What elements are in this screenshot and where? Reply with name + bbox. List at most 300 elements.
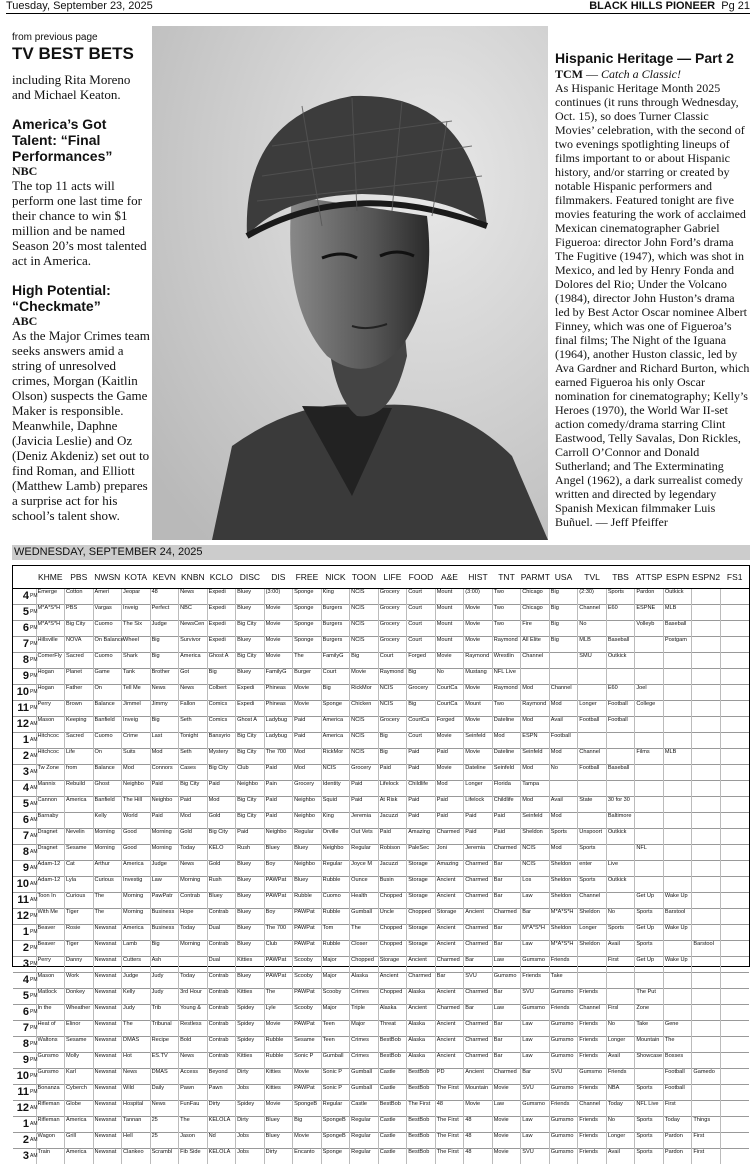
channel-header: FS1 xyxy=(720,566,749,588)
program-cell xyxy=(692,988,721,1004)
program-cell: Ancient xyxy=(435,988,464,1004)
program-cell xyxy=(692,684,721,700)
program-cell: Avail xyxy=(549,796,578,812)
program-cell: With Me xyxy=(36,908,65,924)
program-cell: Beyond xyxy=(207,1068,236,1084)
program-cell xyxy=(692,1084,721,1100)
program-cell: Storage xyxy=(407,876,436,892)
program-cell xyxy=(692,1020,721,1036)
program-cell xyxy=(692,1036,721,1052)
program-cell: Judy xyxy=(150,972,179,988)
grid-row xyxy=(13,1052,749,1068)
time-slot: 2 xyxy=(13,748,30,764)
program-cell: Movie xyxy=(264,636,293,652)
program-cell: PAWPat xyxy=(293,924,322,940)
program-cell: Law xyxy=(521,1020,550,1036)
program-cell: CourtCa xyxy=(407,716,436,732)
program-cell: The Six xyxy=(122,620,151,636)
program-cell xyxy=(720,604,749,620)
grid-row xyxy=(13,588,749,604)
program-cell: Big City xyxy=(236,652,265,668)
program-cell: NCIS xyxy=(350,732,379,748)
ampm-label: PM xyxy=(30,1036,36,1052)
program-cell xyxy=(635,652,664,668)
program-cell: Friends xyxy=(578,1116,607,1132)
program-cell: CourtCa xyxy=(435,700,464,716)
program-cell: Sheldon xyxy=(549,860,578,876)
program-cell: Bonanza xyxy=(36,1084,65,1100)
program-cell: Neighbo xyxy=(264,828,293,844)
program-cell: News xyxy=(150,1100,179,1116)
time-slot: 10 xyxy=(13,684,30,700)
time-slot: 7 xyxy=(13,1020,30,1036)
program-cell: Sacred xyxy=(65,652,94,668)
program-cell: First xyxy=(692,1148,721,1164)
program-cell: Spidey xyxy=(236,1004,265,1020)
program-cell: Charmed xyxy=(464,1020,493,1036)
time-slot: 4 xyxy=(13,780,30,796)
program-cell xyxy=(692,908,721,924)
program-cell: Los xyxy=(521,876,550,892)
program-cell: Boy xyxy=(264,860,293,876)
ampm-label: PM xyxy=(30,1004,36,1020)
program-cell: Expedi xyxy=(236,700,265,716)
program-cell: News xyxy=(179,1052,208,1068)
program-cell: Rubble xyxy=(264,1052,293,1068)
program-cell: Bluey xyxy=(264,1116,293,1132)
program-cell: Burgers xyxy=(321,620,350,636)
program-cell: BestBob xyxy=(407,1084,436,1100)
program-cell: Zone xyxy=(635,1004,664,1020)
program-cell: Movie xyxy=(293,700,322,716)
program-cell: Bluey xyxy=(236,604,265,620)
channel-header: NWSN xyxy=(93,566,122,588)
program-cell: Ancient xyxy=(435,1052,464,1068)
program-cell: M*A*S*H xyxy=(521,924,550,940)
program-cell: Paid xyxy=(207,780,236,796)
program-cell: Friends xyxy=(578,1020,607,1036)
time-slot: 3 xyxy=(13,956,30,972)
program-cell: 25 xyxy=(150,1132,179,1148)
program-cell: MLB xyxy=(663,748,692,764)
header-paper: BLACK HILLS PIONEER xyxy=(589,0,716,12)
program-cell: Two xyxy=(492,604,521,620)
time-slot: 2 xyxy=(13,940,30,956)
program-cell: Kelly xyxy=(122,988,151,1004)
program-cell: On xyxy=(93,684,122,700)
program-cell: Planet xyxy=(65,668,94,684)
program-cell: NewsCen xyxy=(179,620,208,636)
program-cell: Charmed xyxy=(464,924,493,940)
program-cell: The xyxy=(264,988,293,1004)
program-cell: BestBob xyxy=(407,1116,436,1132)
program-cell: Chopped xyxy=(378,988,407,1004)
program-cell: Gumsmo xyxy=(549,1116,578,1132)
program-cell: Bansyrio xyxy=(207,732,236,748)
program-cell: Paid xyxy=(435,748,464,764)
program-cell: Gumsmo xyxy=(492,972,521,988)
program-cell: Charmed xyxy=(464,860,493,876)
channel-header: KHME xyxy=(36,566,65,588)
program-cell: Movie xyxy=(492,1084,521,1100)
program-cell: Channel xyxy=(549,684,578,700)
program-cell: Tank xyxy=(122,668,151,684)
program-cell: Amazing xyxy=(435,860,464,876)
program-cell: Big City xyxy=(236,732,265,748)
program-cell: Bar xyxy=(492,988,521,1004)
program-cell: Take xyxy=(635,1020,664,1036)
program-cell: Big xyxy=(549,588,578,604)
program-cell: No xyxy=(549,764,578,780)
program-cell: Friends xyxy=(578,1084,607,1100)
program-cell: Castle xyxy=(350,1100,379,1116)
program-cell: Mod xyxy=(549,812,578,828)
program-cell: Newsnat xyxy=(93,1100,122,1116)
program-cell xyxy=(578,684,607,700)
ampm-label: PM xyxy=(30,700,36,716)
program-cell: Paid xyxy=(378,828,407,844)
program-cell: Newsnat xyxy=(93,940,122,956)
program-cell: Mount xyxy=(435,636,464,652)
program-cell: NCIS xyxy=(521,860,550,876)
ampm-label: AM xyxy=(30,732,36,748)
program-cell xyxy=(521,668,550,684)
program-cell xyxy=(720,1148,749,1164)
program-cell: Cuomo xyxy=(93,732,122,748)
program-cell: Grocery xyxy=(350,764,379,780)
program-cell: America xyxy=(65,1116,94,1132)
program-cell: Survivor xyxy=(179,636,208,652)
program-cell: Mod xyxy=(549,748,578,764)
program-cell: Paid xyxy=(435,796,464,812)
program-cell: Morning xyxy=(179,940,208,956)
program-cell: Football xyxy=(578,716,607,732)
program-cell xyxy=(720,812,749,828)
program-cell: Paid xyxy=(293,732,322,748)
program-cell xyxy=(720,892,749,908)
program-cell: Scooby xyxy=(293,972,322,988)
channel-header: FREE xyxy=(293,566,322,588)
program-cell: M*A*S*H xyxy=(549,940,578,956)
program-cell: Newsnat xyxy=(93,972,122,988)
program-cell: Charmed xyxy=(435,828,464,844)
program-cell: PAWPat xyxy=(293,940,322,956)
program-cell: Judge xyxy=(150,860,179,876)
program-cell: Paid xyxy=(464,812,493,828)
program-cell: The xyxy=(122,1020,151,1036)
program-cell xyxy=(692,764,721,780)
program-cell: Storage xyxy=(407,860,436,876)
program-cell: Paid xyxy=(407,812,436,828)
program-cell: Big City xyxy=(236,812,265,828)
program-cell: Regular xyxy=(321,860,350,876)
program-cell: Teen xyxy=(321,1020,350,1036)
program-cell: Rush xyxy=(207,876,236,892)
channel-header: NICK xyxy=(321,566,350,588)
program-cell: Baseball xyxy=(663,620,692,636)
program-cell: Scrambl xyxy=(150,1148,179,1164)
program-cell: Regular xyxy=(350,1132,379,1148)
program-cell: Waltons xyxy=(36,1036,65,1052)
program-cell: PaleSec xyxy=(407,844,436,860)
program-cell: Dirty xyxy=(264,1148,293,1164)
program-cell: Morning xyxy=(122,908,151,924)
program-cell: Mason xyxy=(36,716,65,732)
header-page: Pg 21 xyxy=(721,0,750,12)
program-cell: News xyxy=(150,684,179,700)
program-cell: Gunsmo xyxy=(36,1068,65,1084)
program-cell: Gumsmo xyxy=(549,1132,578,1148)
program-cell: Jimmel xyxy=(122,700,151,716)
program-cell: Bar xyxy=(435,972,464,988)
program-cell: Channel xyxy=(578,1100,607,1116)
program-cell: Big xyxy=(549,620,578,636)
program-cell: Sheldon xyxy=(578,940,607,956)
grid-row xyxy=(13,636,749,652)
program-cell: Mountain xyxy=(635,1036,664,1052)
program-cell: Good xyxy=(122,828,151,844)
program-cell: NCIS xyxy=(521,844,550,860)
program-cell: Life xyxy=(65,748,94,764)
program-cell xyxy=(635,780,664,796)
program-cell: Amazing xyxy=(407,828,436,844)
time-slot: 8 xyxy=(13,1036,30,1052)
program-cell xyxy=(663,876,692,892)
program-cell xyxy=(692,812,721,828)
program-cell xyxy=(692,844,721,860)
program-cell: 48 xyxy=(464,1148,493,1164)
program-cell: Neighbo xyxy=(236,780,265,796)
program-cell: Jeremia xyxy=(464,844,493,860)
program-cell: Gumsmo xyxy=(549,1020,578,1036)
program-cell: Law xyxy=(521,940,550,956)
program-cell: Movie xyxy=(264,652,293,668)
program-cell: BestBob xyxy=(378,1052,407,1068)
program-cell: Morning xyxy=(179,876,208,892)
channel-header: KNBN xyxy=(179,566,208,588)
time-slot: 2 xyxy=(13,1132,30,1148)
program-cell: World xyxy=(122,812,151,828)
program-cell: FunFau xyxy=(179,1100,208,1116)
program-cell xyxy=(692,604,721,620)
time-slot: 10 xyxy=(13,1068,30,1084)
header-right xyxy=(589,0,750,13)
program-cell: Dateline xyxy=(492,716,521,732)
program-cell xyxy=(720,1100,749,1116)
program-cell xyxy=(663,668,692,684)
program-cell: Lyle xyxy=(264,1004,293,1020)
program-cell: Judy xyxy=(150,988,179,1004)
program-cell: Morning xyxy=(122,892,151,908)
program-cell: Brown xyxy=(65,700,94,716)
grid-row xyxy=(13,1068,749,1084)
program-cell: Gamedo xyxy=(692,1068,721,1084)
program-cell xyxy=(606,732,635,748)
ampm-label: PM xyxy=(30,652,36,668)
time-slot: 3 xyxy=(13,764,30,780)
program-cell: Contrab xyxy=(207,1036,236,1052)
program-cell: Seth xyxy=(179,748,208,764)
program-cell: Seinfeld xyxy=(521,812,550,828)
program-cell: Mustang xyxy=(464,668,493,684)
program-cell: NCIS xyxy=(350,716,379,732)
program-cell: NCIS xyxy=(378,684,407,700)
program-cell: Newsnat xyxy=(93,1004,122,1020)
tv-best-bets-title: TV BEST BETS xyxy=(12,44,134,63)
grid-row xyxy=(13,1020,749,1036)
program-cell xyxy=(720,972,749,988)
time-slot: 6 xyxy=(13,812,30,828)
program-cell: Bluey xyxy=(264,844,293,860)
program-cell: Movie xyxy=(464,604,493,620)
channel-header: PARMT xyxy=(521,566,550,588)
program-cell: Football xyxy=(578,764,607,780)
program-cell: Hogan xyxy=(36,668,65,684)
program-cell: Tonight xyxy=(179,732,208,748)
program-cell: Bar xyxy=(492,1036,521,1052)
program-cell: Investig xyxy=(122,876,151,892)
program-cell: PAWPat xyxy=(293,1020,322,1036)
program-cell xyxy=(720,780,749,796)
time-slot: 6 xyxy=(13,620,30,636)
program-cell: Big xyxy=(293,1116,322,1132)
program-cell: Danny xyxy=(65,956,94,972)
channel-header: A&E xyxy=(435,566,464,588)
program-cell: Dragnet xyxy=(36,844,65,860)
program-cell: Bluey xyxy=(236,924,265,940)
program-cell: The xyxy=(663,1036,692,1052)
program-cell: Uncle xyxy=(378,908,407,924)
program-cell: Gumsmo xyxy=(549,1148,578,1164)
program-cell xyxy=(692,860,721,876)
program-cell xyxy=(663,716,692,732)
program-cell: Channel xyxy=(578,604,607,620)
grid-row xyxy=(13,1084,749,1100)
program-cell: Morning xyxy=(150,828,179,844)
program-cell xyxy=(692,700,721,716)
program-cell: Perry xyxy=(36,956,65,972)
program-cell: DMAS xyxy=(150,1068,179,1084)
program-cell: Bluey xyxy=(236,892,265,908)
program-cell: Hillsville xyxy=(36,636,65,652)
program-cell: Gumball xyxy=(350,1068,379,1084)
program-cell: Today xyxy=(179,844,208,860)
program-cell: Recipe xyxy=(150,1036,179,1052)
program-cell: Two xyxy=(492,588,521,604)
program-cell: Nd xyxy=(207,1132,236,1148)
show-description: As the Major Crimes team seeks answers amid a string of unresolved crimes, Morgan (Kaitlin Olson) suspects the Game Maker is responsible. Meanwhile, Daphne (Javicia Leslie) and Oz (Deniz Akdeniz) set out to find Roman, and Elliott (Matthew Lamb) prepares a surprise act for his school’s talent show. xyxy=(12,328,150,523)
program-cell: Chicken xyxy=(350,700,379,716)
time-slot: 11 xyxy=(13,1084,30,1100)
program-cell xyxy=(663,684,692,700)
program-cell xyxy=(663,972,692,988)
program-cell: Get Up xyxy=(635,924,664,940)
program-cell: Mount xyxy=(435,588,464,604)
program-cell xyxy=(65,812,94,828)
program-cell: Avail xyxy=(606,940,635,956)
program-cell xyxy=(692,780,721,796)
program-cell xyxy=(720,988,749,1004)
program-cell: Charmed xyxy=(464,876,493,892)
program-cell: Court xyxy=(407,588,436,604)
program-cell: KELOLA xyxy=(207,1148,236,1164)
ampm-label: PM xyxy=(30,1020,36,1036)
program-cell: BestBob xyxy=(407,1148,436,1164)
program-cell: KELOLA xyxy=(207,1116,236,1132)
program-cell: SVU xyxy=(521,1148,550,1164)
time-slot: 8 xyxy=(13,652,30,668)
program-cell: Movie xyxy=(293,1068,322,1084)
time-slot: 3 xyxy=(13,1148,30,1164)
program-cell: Big xyxy=(407,700,436,716)
program-cell xyxy=(720,620,749,636)
program-cell: Movie xyxy=(264,1020,293,1036)
program-cell: Paid xyxy=(464,828,493,844)
program-cell: Ancient xyxy=(407,956,436,972)
program-cell: RickMor xyxy=(321,748,350,764)
program-cell: Bluey xyxy=(236,588,265,604)
program-cell: Wagon xyxy=(36,1132,65,1148)
program-cell: Charmed xyxy=(492,908,521,924)
program-cell: Crimes xyxy=(350,1052,379,1068)
program-cell: Movie xyxy=(435,732,464,748)
program-cell: Major xyxy=(321,972,350,988)
time-slot: 1 xyxy=(13,732,30,748)
program-cell: Mason xyxy=(36,972,65,988)
program-cell: At Risk xyxy=(378,796,407,812)
program-cell: Sheldon xyxy=(549,876,578,892)
program-cell: PAWPat xyxy=(293,988,322,1004)
program-cell: PBS xyxy=(65,604,94,620)
program-cell: Mod xyxy=(492,732,521,748)
program-cell: Curious xyxy=(93,876,122,892)
channel-header: TOON xyxy=(350,566,379,588)
program-cell: PD xyxy=(435,1068,464,1084)
program-cell xyxy=(720,748,749,764)
program-cell: Big City xyxy=(236,748,265,764)
program-cell xyxy=(635,796,664,812)
program-cell: Matlock xyxy=(36,988,65,1004)
program-cell: First xyxy=(606,956,635,972)
program-cell: Gumsmo xyxy=(549,1036,578,1052)
program-cell: Burger xyxy=(293,668,322,684)
program-cell xyxy=(720,700,749,716)
program-cell xyxy=(720,860,749,876)
program-cell: Gumsmo xyxy=(578,1068,607,1084)
program-cell: Live xyxy=(606,860,635,876)
program-cell: Paid xyxy=(350,780,379,796)
program-cell: Regular xyxy=(293,828,322,844)
program-cell xyxy=(606,972,635,988)
program-cell: Judge xyxy=(150,620,179,636)
program-cell: Chicago xyxy=(521,588,550,604)
program-cell: Spidey xyxy=(236,1020,265,1036)
program-cell: Longer xyxy=(464,780,493,796)
time-slot: 12 xyxy=(13,908,30,924)
program-cell: Balance xyxy=(93,700,122,716)
program-cell: Expedi xyxy=(207,588,236,604)
grid-row xyxy=(13,732,749,748)
program-cell: Big xyxy=(378,748,407,764)
program-cell: Inveig xyxy=(122,604,151,620)
program-cell: BestBob xyxy=(378,1100,407,1116)
program-cell xyxy=(720,716,749,732)
program-cell: Expedi xyxy=(236,684,265,700)
program-cell: Gumsmo xyxy=(521,1100,550,1116)
program-cell xyxy=(720,1084,749,1100)
program-cell: Contrab xyxy=(207,972,236,988)
program-cell: Gold xyxy=(207,812,236,828)
